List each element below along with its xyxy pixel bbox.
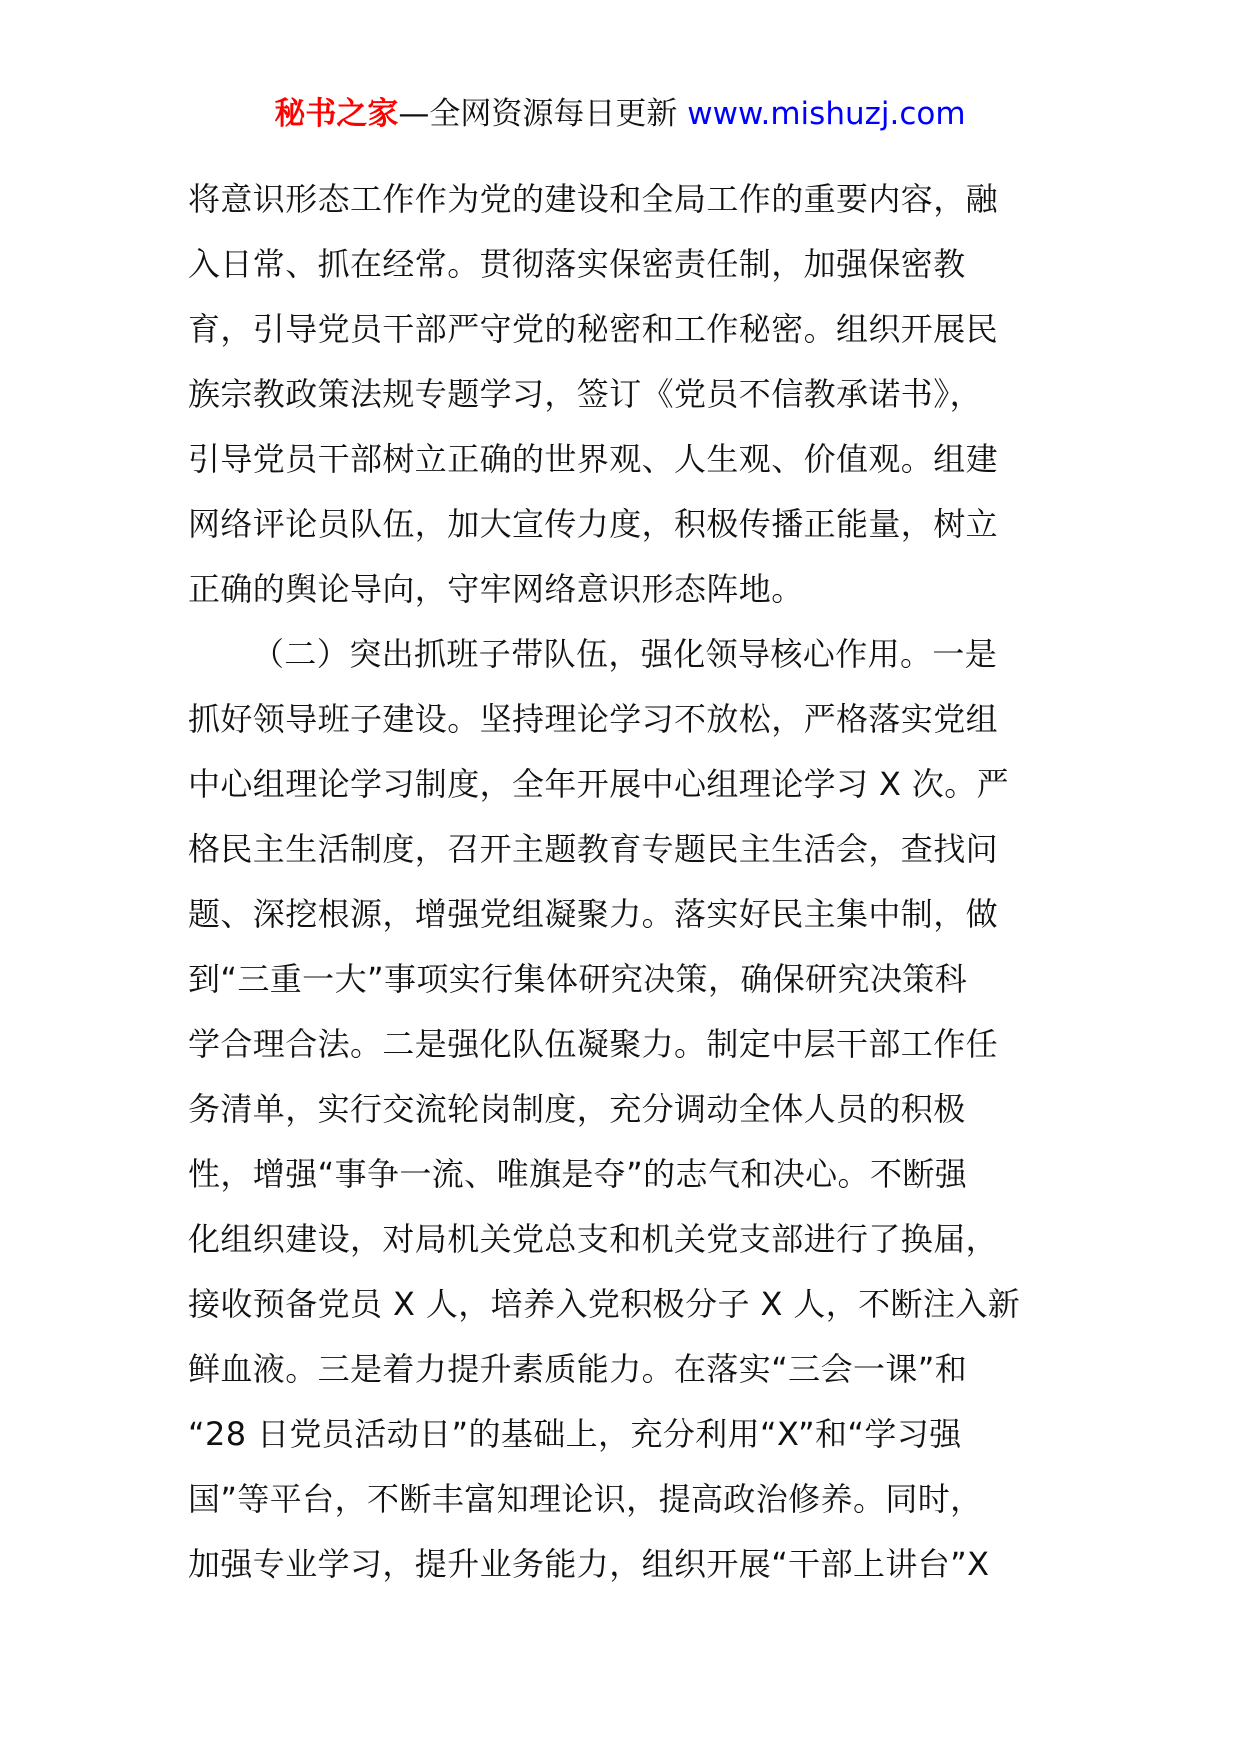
brand-name: 秘书之家 [274, 96, 399, 132]
text-line: 题、深挖根源，增强党组凝聚力。落实好民主集中制，做 [188, 895, 999, 933]
text-line: 网络评论员队伍，加大宣传力度，积极传播正能量，树立 [188, 505, 999, 543]
site-url-link[interactable]: www.mishuzj.com [687, 96, 966, 132]
page-header [0, 92, 1240, 136]
text-line: 到“三重一大”事项实行集体研究决策，确保研究决策科 [188, 960, 968, 998]
text-line: 接收预备党员 X 人，培养入党积极分子 X 人，不断注入新 [188, 1285, 1021, 1323]
text-line: 将意识形态工作作为党的建设和全局工作的重要内容，融 [188, 180, 999, 218]
text-line: 育，引导党员干部严守党的秘密和工作秘密。组织开展民 [188, 310, 999, 348]
text-line: 抓好领导班子建设。坚持理论学习不放松，严格落实党组 [188, 700, 999, 738]
text-line: 入日常、抓在经常。贯彻落实保密责任制，加强保密教 [188, 245, 966, 283]
text-line: “28 日党员活动日”的基础上，充分利用“X”和“学习强 [188, 1415, 962, 1453]
text-line: 中心组理论学习制度，全年开展中心组理论学习 X 次。严 [188, 765, 1010, 803]
text-line: 引导党员干部树立正确的世界观、人生观、价值观。组建 [188, 440, 999, 478]
text-line: 学合理合法。二是强化队伍凝聚力。制定中层干部工作任 [188, 1025, 999, 1063]
text-line: 格民主生活制度，召开主题教育专题民主生活会，查找问 [188, 830, 999, 868]
text-line: 性，增强“事争一流、唯旗是夺”的志气和决心。不断强 [188, 1155, 968, 1193]
text-line: 族宗教政策法规专题学习，签订《党员不信教承诺书》， [188, 375, 983, 413]
text-line: 国”等平台，不断丰富知理论识，提高政治修养。同时， [188, 1480, 983, 1518]
header-tagline: —全网资源每日更新 [398, 96, 678, 132]
text-line: 正确的舆论导向，守牢网络意识形态阵地。 [188, 570, 804, 608]
text-line: 化组织建设，对局机关党总支和机关党支部进行了换届， [188, 1220, 999, 1258]
text-line: 鲜血液。三是着力提升素质能力。在落实“三会一课”和 [188, 1350, 968, 1388]
document-body [188, 167, 1058, 1597]
text-line: 务清单，实行交流轮岗制度，充分调动全体人员的积极 [188, 1090, 966, 1128]
text-line: 加强专业学习，提升业务能力，组织开展“干部上讲台”X [188, 1545, 990, 1583]
section-heading-line: （二）突出抓班子带队伍，强化领导核心作用。一是 [252, 635, 998, 673]
